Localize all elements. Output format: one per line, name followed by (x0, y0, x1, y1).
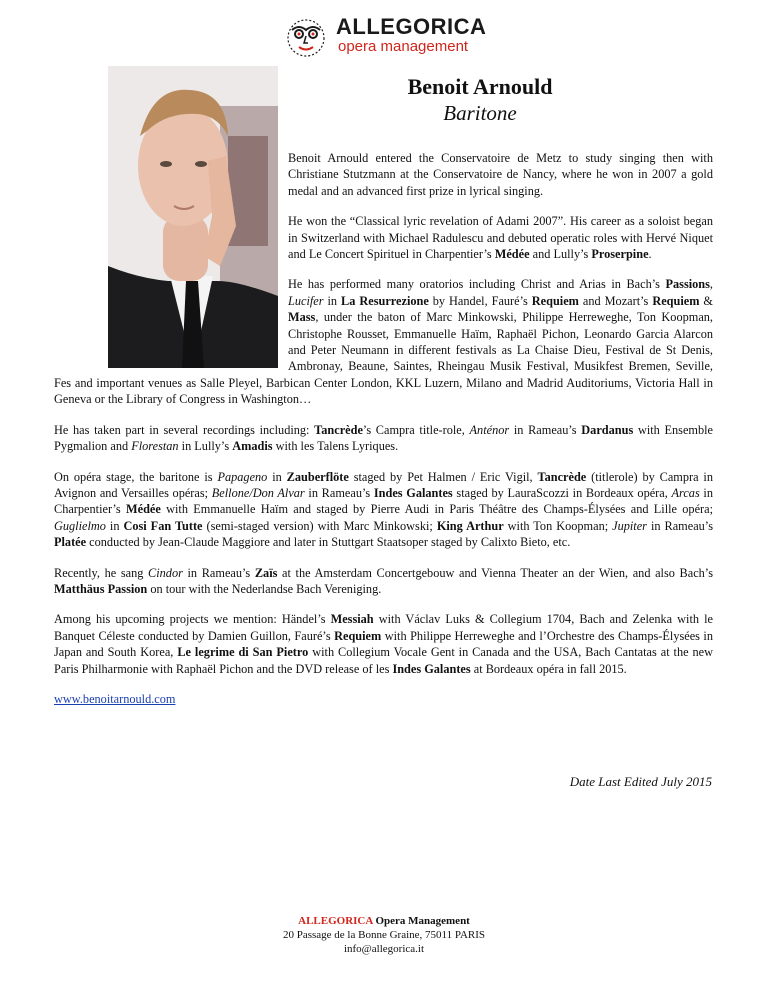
date-last-edited: Date Last Edited July 2015 (569, 774, 712, 789)
footer-address: 20 Passage de la Bonne Graine, 75011 PARIS (282, 929, 486, 941)
bio-paragraph-3: He has performed many oratorios including Christ and Arias in Bach’s Passions, Lucifer in La Resurrezione by Handel, Fauré’s Requiem and Mozart’s Requiem & Mass, under the baton of Marc Minkowski, Philippe Herreweghe, Ton Koopman, Christophe Rousset, Emmanuelle Haïm, Raphaël Pichon, Leonardo Garcia Alarcon and Peter Neumann in different festivals as La Chaise Dieu, Festival de St Denis, Ambronay, Beaune, Saintes, Rheingau Musik Festival, Musikfest Bremen, Seville, Fes and important venues as Salle Pleyel, Barbican Center London, KKL Luzern, Milano and Madrid Auditoriums, Victoria Hall in Geneva or the Library of Congress in Washington… (54, 277, 713, 407)
logo-brand-name: ALLEGORICA (336, 14, 487, 39)
footer-brand: ALLEGORICA (298, 915, 373, 927)
website-line (54, 691, 713, 707)
bio-paragraph-5: On opéra stage, the baritone is Papageno in Zauberflöte staged by Pet Halmen / Eric Vigil, Tancrède (titlerole) by Campra in Avignon and Versailles opéras; Bellone/Don Alvar in Rameau’s Indes Galantes staged by LauraScozzi in Bordeaux opéra, Arcas in Charpentier’s Médée with Emmanuelle Haïm and staged by Pierre Audi in Paris Théâtre des Champs-Élysées and Lille opéra; Guglielmo in Cosi Fan Tutte (semi-staged version) with Marc Minkowski; King Arthur with Ton Koopman; Jupiter in Rameau’s Platée conducted by Jean-Claude Maggiore and later in Stuttgart Staatsoper staged by Calixto Bieto, etc. (54, 469, 714, 550)
bio-paragraph-1: Benoit Arnould entered the Conservatoire de Metz to study singing then with Christiane Stutzmann at the Conservatoire de Nancy, where he won in 2007 a gold medal and an advanced first prize in lyrical singing. (288, 151, 713, 198)
logo-brand-subtitle: opera management (338, 38, 469, 55)
artist-biography (54, 150, 713, 721)
mask-emblem-icon (282, 16, 330, 60)
bio-paragraph-2: He won the “Classical lyric revelation of Adami 2007”. His career as a soloist began in Switzerland with Michael Radulescu and debuted operatic roles with Hervé Niquet and Le Concert Spirituel in Charpentier’s Médée and Lully’s Proserpine. (288, 214, 713, 262)
website-link[interactable]: www.benoitarnould.com (54, 691, 176, 706)
footer-mgmt: Opera Management (372, 915, 470, 927)
bio-paragraph-4: He has taken part in several recordings including: Tancrède’s Campra title-role, Anténor in Rameau’s Dardanus with Ensemble Pygmalion and Florestan in Lully’s Amadis with les Talens Lyriques. (54, 422, 713, 454)
photo-wrap-spacer (54, 150, 288, 372)
bio-paragraph-7: Among his upcoming projects we mention: Händel’s Messiah with Václav Luks & Collegium 1704, Bach and Zelenka with le Banquet Céleste conducted by Damien Guillon, Fauré’s Requiem with Philippe Herreweghe and l’Orchestre des Champs-Élysées in Japan and South Korea, Le legrime di San Pietro with Collegium Vocale Gent in Canada and the USA, Bach Cantatas at the new Paris Philharmonie with Raphaël Pichon and the DVD release of les Indes Galantes at Bordeaux opéra in fall 2015. (54, 612, 713, 676)
artist-name: Benoit Arnould (407, 74, 553, 99)
footer-company-line (0, 914, 768, 928)
footer (0, 914, 768, 956)
artist-title-block (400, 74, 560, 126)
bio-paragraph-6: Recently, he sang Cindor in Rameau’s Zaïs at the Amsterdam Concertgebouw and Vienna Theater an der Wien, and also Bach’s Matthäus Passion on tour with the Nederlandse Bach Vereniging. (54, 565, 714, 596)
artist-role: Baritone (443, 101, 517, 125)
footer-email[interactable]: info@allegorica.it (343, 943, 425, 955)
